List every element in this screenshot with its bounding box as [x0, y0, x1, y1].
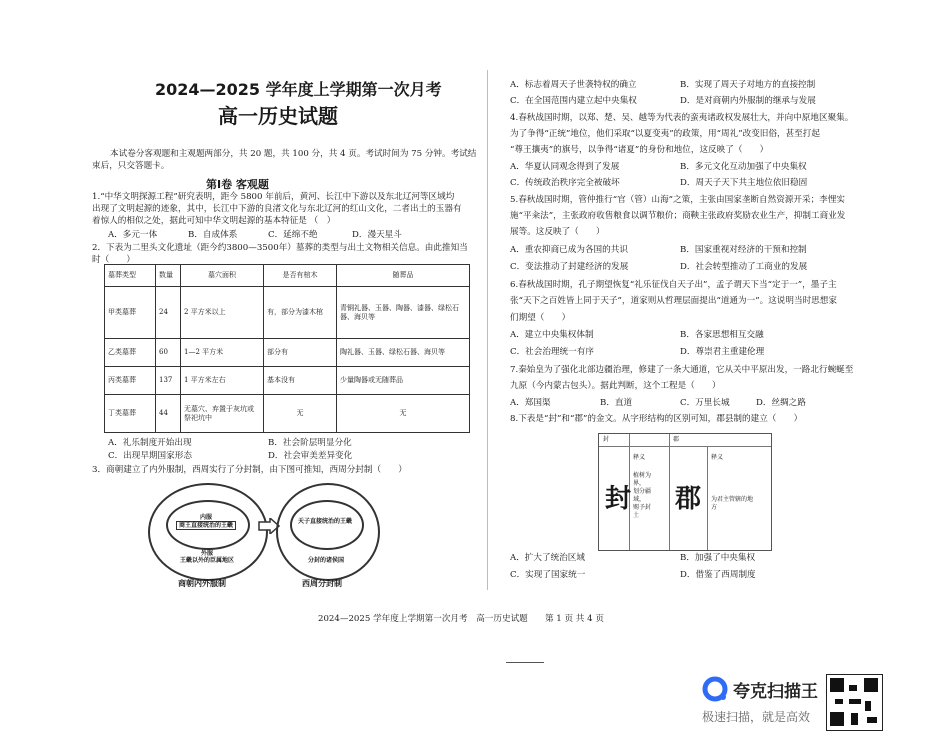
q1-option: D．漫天星斗 — [352, 230, 402, 240]
q5-option: B．国家重视对经济的干预和控制 — [680, 245, 807, 255]
q1-option: A．多元一体 — [108, 230, 158, 240]
glyph-table — [598, 433, 772, 551]
q5-line: 施“平籴法”，主张政府收售粮食以调节粮价；商鞅主张政府奖励农业生产，抑制工商业发 — [510, 211, 846, 221]
table-cell: 乙类墓葬 — [105, 339, 156, 367]
table-header: 墓穴面积 — [181, 265, 264, 287]
q8-option: A．扩大了统治区域 — [510, 553, 585, 563]
q7-option: C．万里长城 — [680, 398, 730, 408]
section-title: 第Ⅰ卷 客观题 — [206, 178, 269, 191]
q4-option: C．传统政治秩序完全被破坏 — [510, 178, 620, 188]
q1-line: 出现了文明起源的迹象，其中，长江中下游的良渚文化与东北辽河的红山文化，二者出土的玉器有 — [92, 204, 462, 214]
table-row — [105, 395, 470, 433]
table-cell: 1 平方米左右 — [181, 367, 264, 395]
meaning-label: 释义 — [711, 454, 724, 461]
feng-meaning — [633, 472, 651, 520]
q4-line: “尊王攘夷”的旗号，以争得“诸夏”的身份和地位，这反映了（ ） — [510, 145, 769, 155]
table-row — [105, 339, 470, 367]
q1-line: 着惊人的相似之处，据此可知中华文明起源的基本特征是 （ ） — [92, 216, 336, 226]
table-row — [105, 367, 470, 395]
jun-glyph: 郡 — [675, 484, 702, 514]
q2-option: B．社会阶层明显分化 — [268, 438, 352, 448]
table-cell: 基本没有 — [264, 367, 337, 395]
table-cell: 丙类墓葬 — [105, 367, 156, 395]
page-footer: 2024—2025 学年度上学期第一次月考 高一历史试题 第 1 页 共 4 页 — [318, 614, 604, 624]
table-cell: 部分有 — [264, 339, 337, 367]
feng-meaning-line: 土 — [633, 512, 640, 519]
intro-line: 本试卷分客观题和主观题两部分，共 20 题，共 100 分，共 4 页。考试时间为 75 分钟。考试结 — [110, 149, 477, 159]
jun-meaning-line: 方 — [711, 504, 718, 511]
table-header: 墓葬类型 — [105, 265, 156, 287]
table-header: 数量 — [156, 265, 181, 287]
scanner-brand: 夸克扫描王 — [733, 682, 818, 702]
inner-service-desc: 商王直接统治的王畿 — [176, 521, 236, 530]
outer-service-label — [172, 550, 242, 568]
table-cell: 甲类墓葬 — [105, 287, 156, 339]
table-cell: 44 — [156, 395, 181, 433]
q6-option: C．社会治理统一有序 — [510, 347, 594, 357]
inner-fief-label: 天子直接统治的王畿 — [297, 518, 352, 525]
q2-option: D．社会审美差异变化 — [268, 451, 353, 461]
q6-line: 张“天下之百姓皆上同于天子”，道家则从哲理层面提出“道通为一”。这说明当时思想家 — [510, 296, 837, 306]
q5-option: D．社会转型推动了工商业的发展 — [680, 262, 808, 272]
q7-line: 九原（今内蒙古包头）。据此判断，这个工程是（ ） — [510, 381, 721, 391]
q5-line: 5.春秋战国时期，管仲推行“官（管）山海”之策，主张由国家垄断自然资源开采；李悝实 — [510, 195, 845, 205]
q1-option: B．自成体系 — [188, 230, 238, 240]
feng-meaning-line: 界， — [633, 480, 646, 487]
table-header-row — [105, 265, 470, 287]
table-cell: 陶礼器、玉器、绿松石器、海贝等 — [337, 339, 470, 367]
jun-meaning-line: 为君主管辖的地 — [711, 496, 754, 503]
meaning-label: 释义 — [633, 454, 646, 461]
q1-option: C．延绵不绝 — [268, 230, 318, 240]
q6-line: 们期望（ ） — [510, 313, 571, 323]
q6-option: B．各家思想相互交融 — [680, 330, 764, 340]
table-cell: 青铜礼器、玉器、陶器、漆器、绿松石器、海贝等 — [337, 287, 470, 339]
q2-line: 2．下表为二里头文化遗址（距今约3800—3500年）墓葬的类型与出土文物相关信息。由此推知当 — [92, 243, 468, 253]
q3-option: D．是对商朝内外服制的继承与发展 — [680, 96, 816, 106]
q7-option: A．郑国渠 — [510, 398, 551, 408]
q3-option: A．标志着周天子世袭特权的确立 — [510, 80, 637, 90]
table-header: 是否有棺木 — [264, 265, 337, 287]
qr-code — [826, 674, 883, 731]
inner-service-label — [176, 514, 236, 532]
q7-option: D．丝绸之路 — [756, 398, 806, 408]
q3-option: B．实现了周天子对地方的直接控制 — [680, 80, 816, 90]
feng-meaning-line: 域， — [633, 496, 646, 503]
q3-line: 3．商朝建立了内外服制，西周实行了分封制，由下图可推知，西周分封制（ ） — [92, 465, 407, 475]
table-cell: 无墓穴、弃置于灰坑或祭祀坑中 — [181, 395, 264, 433]
scanner-slogan: 极速扫描，就是高效 — [702, 710, 811, 724]
q4-option: A．华夏认同观念得到了发展 — [510, 162, 620, 172]
exam-title: 2024—2025 学年度上学期第一次月考 — [155, 80, 442, 99]
column-divider — [487, 70, 488, 590]
table-cell: 少量陶器或无随葬品 — [337, 367, 470, 395]
table-cell: 24 — [156, 287, 181, 339]
q7-option: B．直道 — [600, 398, 633, 408]
q5-option: C．变法推动了封建经济的发展 — [510, 262, 629, 272]
intro-line: 束后，只交答题卡。 — [92, 161, 170, 171]
feng-meaning-line: 赐予封 — [633, 504, 652, 511]
table-cell: 无 — [264, 395, 337, 433]
q5-option: A．重农抑商已成为各国的共识 — [510, 245, 628, 255]
q2-option: C．出现早期国家形态 — [108, 451, 192, 461]
q5-line: 展等。这反映了（ ） — [510, 227, 605, 237]
caption-zhou: 西周分封制 — [302, 579, 342, 588]
q8-line: 8.下表是“封”和“郡”的金文。从字形结构的区别可知，郡县制的建立（ ） — [510, 414, 803, 424]
table-cell: 丁类墓葬 — [105, 395, 156, 433]
table-cell: 137 — [156, 367, 181, 395]
q1-line: 1.“中华文明探源工程”研究表明，距今 5800 年前后，黄河、长江中下游以及东北辽河等区域均 — [92, 192, 455, 202]
table-header: 随葬品 — [337, 265, 470, 287]
glyph-col-feng: 封 — [603, 436, 610, 443]
q4-option: B．多元文化互动加强了中央集权 — [680, 162, 807, 172]
feng-meaning-line: 植树为 — [633, 472, 652, 479]
q4-option: D．周天子天下共主地位依旧稳固 — [680, 178, 808, 188]
table-cell: 60 — [156, 339, 181, 367]
feng-glyph: 封 — [605, 484, 632, 514]
inner-service-title: 内服 — [199, 514, 212, 521]
outer-service-title: 外服 — [200, 550, 213, 557]
jun-meaning — [711, 496, 753, 512]
q8-option: B．加强了中央集权 — [680, 553, 756, 563]
glyph-col-jun: 郡 — [673, 436, 680, 443]
q2-line: 时（ ） — [92, 255, 135, 265]
q7-line: 7.秦始皇为了强化北部边疆治理，修建了一条大通道，它从关中平原出发，一路北行蜿蜒至 — [510, 365, 854, 375]
q8-option: D．借鉴了西周制度 — [680, 570, 756, 580]
tomb-table — [104, 264, 470, 433]
q8-option: C．实现了国家统一 — [510, 570, 586, 580]
feng-meaning-line: 划分疆 — [633, 488, 652, 495]
q6-option: A．建立中央集权体制 — [510, 330, 594, 340]
divider — [506, 662, 544, 663]
table-cell: 无 — [337, 395, 470, 433]
exam-subtitle: 高一历史试题 — [218, 104, 338, 128]
outer-fief-label: 分封的诸侯国 — [307, 557, 344, 564]
q4-line: 4.春秋战国时期，以郑、楚、吴、越等为代表的蛮夷诸政权发展壮大，并向中原地区聚集。 — [510, 113, 854, 123]
table-cell: 2 平方米以上 — [181, 287, 264, 339]
scanner-logo-icon — [702, 676, 728, 702]
q2-option: A．礼乐制度开始出现 — [108, 438, 192, 448]
q6-option: D．尊崇君主重建伦理 — [680, 347, 765, 357]
q4-line: 为了争得“正统”地位，他们采取“以夏变夷”的政策，用“周礼”改变旧俗，甚至打起 — [510, 129, 820, 139]
q6-line: 6.春秋战国时期，孔子期望恢复“礼乐征伐自天子出”，孟子谓天下当“定于一”，墨子主 — [510, 280, 837, 290]
q3-option: C．在全国范围内建立起中央集权 — [510, 96, 637, 106]
caption-shang: 商朝内外服制 — [178, 579, 226, 588]
outer-service-desc: 王畿以外的臣属地区 — [179, 557, 234, 564]
table-row — [105, 287, 470, 339]
table-cell: 有，部分为漆木棺 — [264, 287, 337, 339]
table-cell: 1—2 平方米 — [181, 339, 264, 367]
